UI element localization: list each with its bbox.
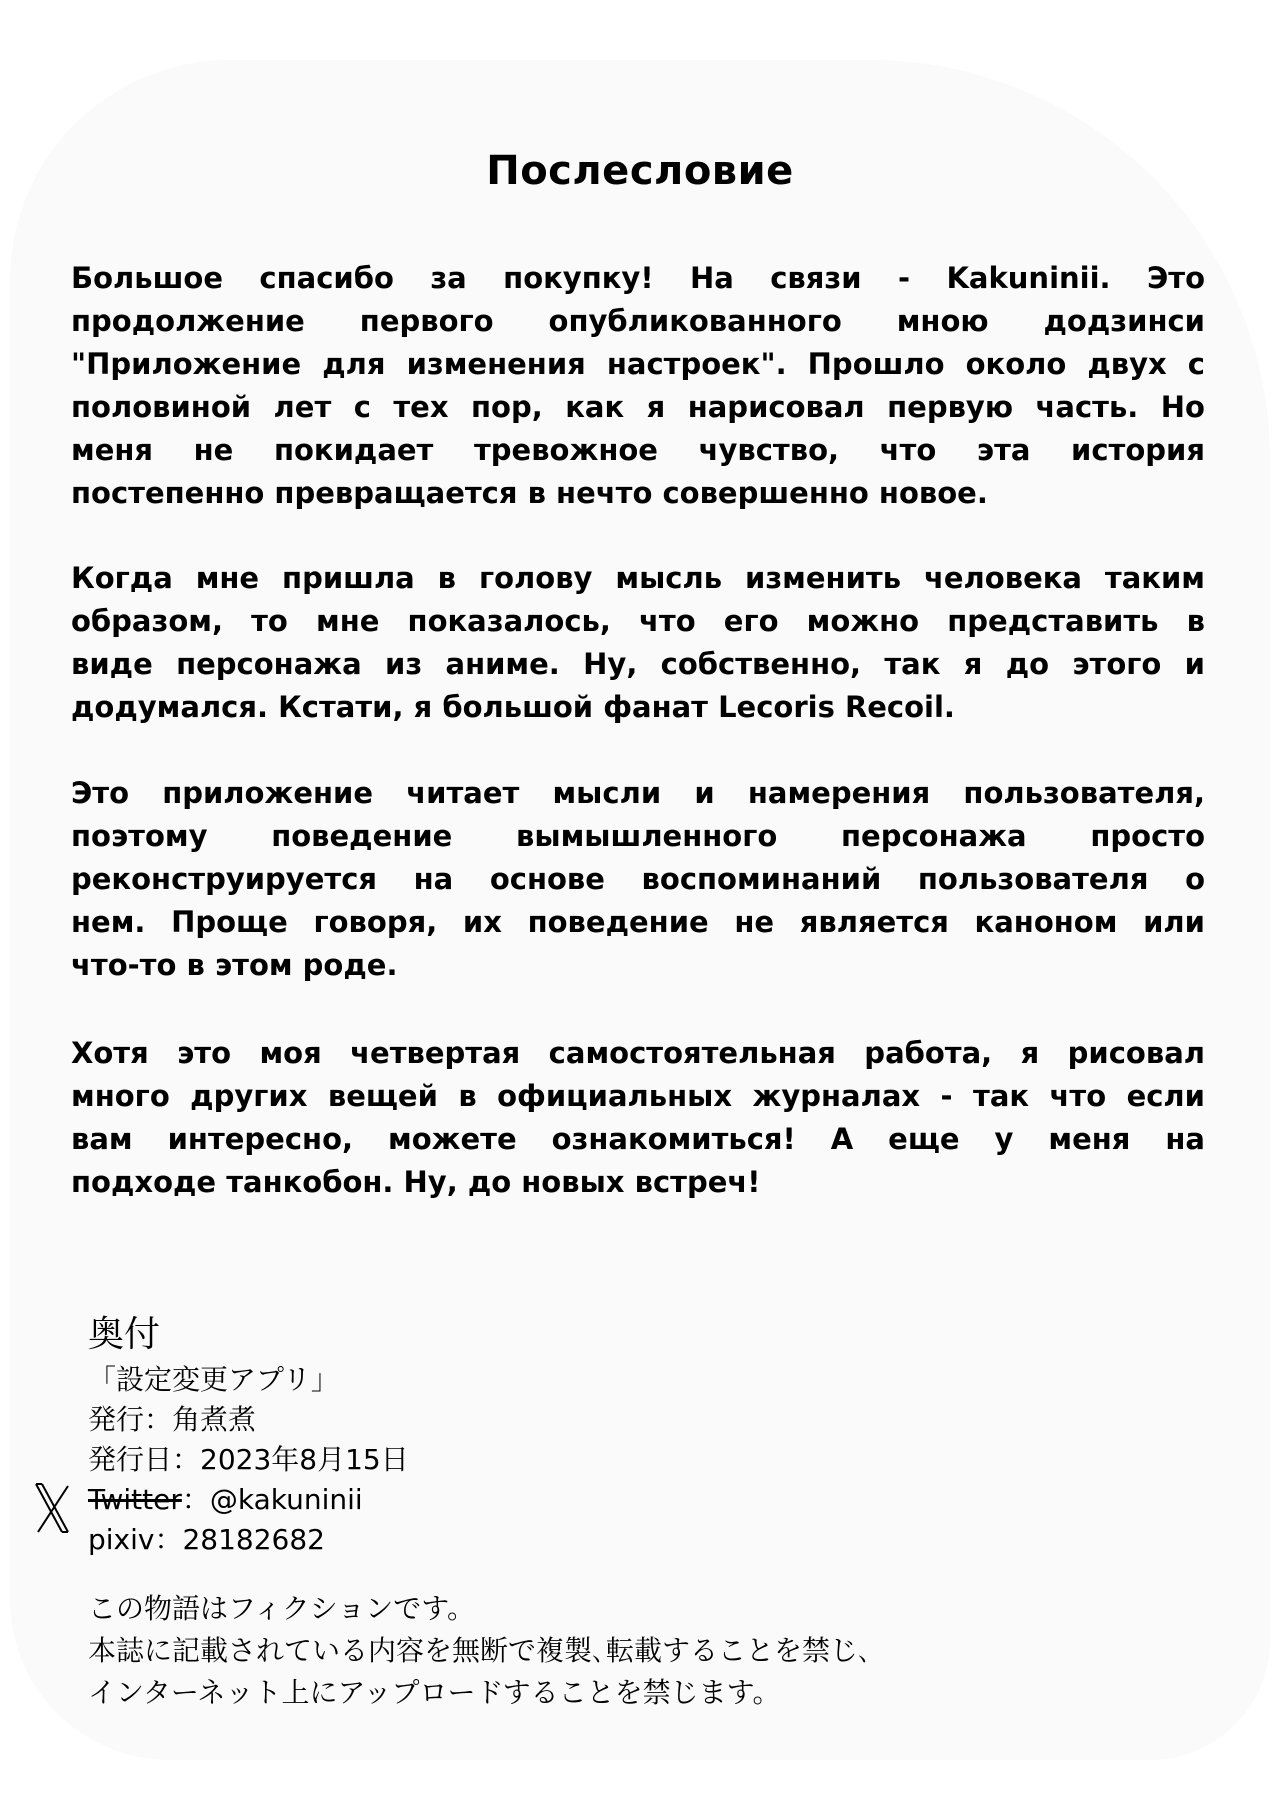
- text-line: вам интересно, можете ознакомиться! А еще у меня на: [71, 1122, 1205, 1156]
- paragraph-2: [71, 557, 1205, 729]
- paragraph-3: [71, 772, 1205, 987]
- text-line: Это приложение читает мысли и намерения пользователя,: [71, 776, 1205, 810]
- text-line: что-то в этом роде.: [71, 948, 398, 982]
- text-line: виде персонажа из аниме. Ну, собственно, так я до этого и: [71, 647, 1205, 681]
- twitter-handle: ：@kakuninii: [181, 1483, 363, 1516]
- colophon-heading: 奥付: [88, 1314, 161, 1355]
- twitter-row: [88, 1480, 409, 1520]
- text-line: Когда мне пришла в голову мысль изменить человека таким: [71, 561, 1205, 595]
- text-line: половиной лет с тех пор, как я нарисовал первую часть. Но: [71, 390, 1205, 424]
- text-line: образом, то мне показалось, что его можно представить в: [71, 604, 1205, 638]
- text-line: постепенно превращается в нечто совершенно новое.: [71, 476, 988, 510]
- paragraph-4: [71, 1032, 1205, 1204]
- text-line: Большое спасибо за покупку! На связи - Kakuninii. Это: [71, 261, 1205, 295]
- legal-notice: [88, 1588, 872, 1714]
- publish-date: 発行日：2023年8月15日: [88, 1443, 409, 1476]
- text-line: меня не покидает тревожное чувство, что эта история: [71, 433, 1205, 467]
- text-line: поэтому поведение вымышленного персонажа просто: [71, 819, 1205, 853]
- legal-line: 本誌に記載されている内容を無断で複製､転載することを禁じ､: [88, 1634, 873, 1667]
- paragraph-1: [71, 257, 1205, 515]
- text-line: додумался. Кстати, я большой фанат Lecoris Recoil.: [71, 690, 955, 724]
- colophon: [88, 1310, 409, 1560]
- text-line: Хотя это моя четвертая самостоятельная работа, я рисовал: [71, 1036, 1205, 1070]
- text-line: нем. Проще говоря, их поведение не является каноном или: [71, 905, 1205, 939]
- text-line: продолжение первого опубликованного мною додзинси: [71, 304, 1205, 338]
- publisher: 発行：角煮煮: [88, 1403, 257, 1436]
- text-line: подходе танкобон. Ну, до новых встреч!: [71, 1165, 761, 1199]
- legal-line: インターネット上にアップロードすることを禁じます。: [88, 1676, 781, 1709]
- twitter-label: Twitter: [88, 1483, 182, 1516]
- pixiv-id: pixiv：28182682: [88, 1523, 325, 1556]
- legal-line: この物語はフィクションです。: [88, 1592, 475, 1625]
- text-line: много других вещей в официальных журналах - так что если: [71, 1079, 1205, 1113]
- text-line: "Приложение для изменения настроек". Прошло около двух с: [71, 347, 1205, 381]
- x-logo-icon: [32, 1482, 72, 1534]
- book-title: 「設定変更アプリ」: [88, 1363, 339, 1396]
- text-line: реконструируется на основе воспоминаний пользователя о: [71, 862, 1205, 896]
- page-title: Послесловие: [486, 148, 794, 194]
